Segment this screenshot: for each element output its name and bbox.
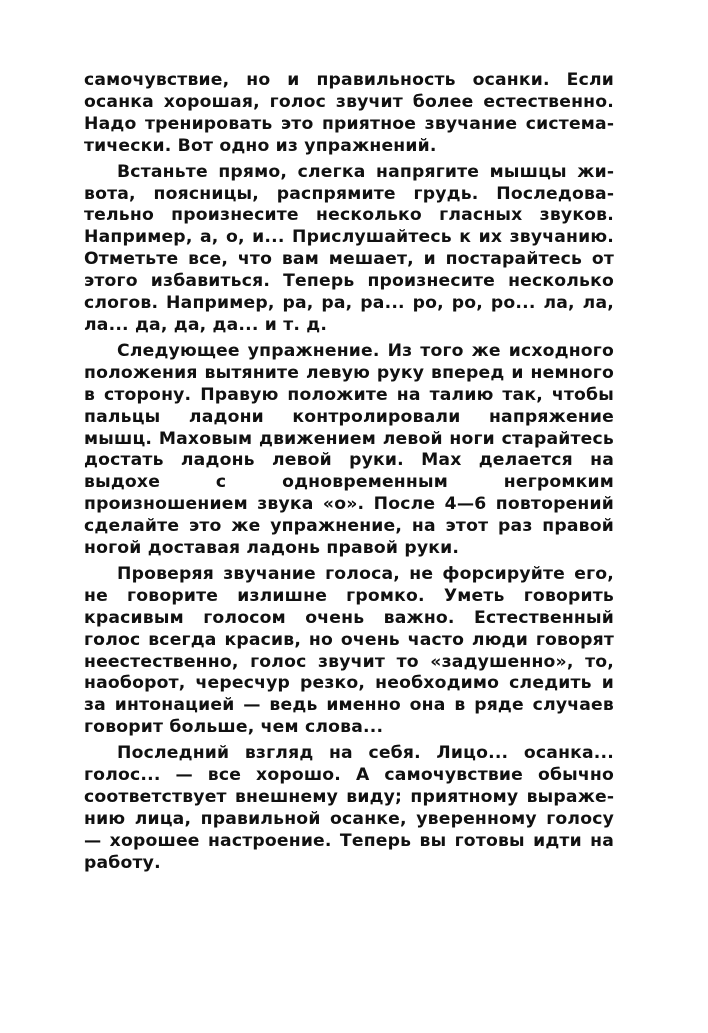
page-text [84, 70, 614, 875]
paragraph-5: Последний взгляд на себя. Лицо... осанка... голос... — все хорошо. А самочувствие обычно соответствует внешнему виду; приятному выражению лица, правильной осанке, уверенному голосу — хорошее настроение. Теперь вы готовы идти на работу. [84, 743, 614, 873]
paragraph-2: Встаньте прямо, слегка напрягите мышцы живота, поясницы, распрямите грудь. Последовательно произнесите несколько гласных звуков. Например, а, о, и... Прислушайтесь к их звучанию. Отметьте все, что вам мешает, и постарайтесь от этого избавиться. Теперь произнесите несколько слогов. Например, ра, ра, ра... ро, ро, ро... ла, ла, ла... да, да, да... и т. д. [84, 161, 614, 335]
paragraph-4: Проверяя звучание голоса, не форсируйте его, не говорите излишне громко. Уметь говорить красивым голосом очень важно. Естественный голос всегда красив, но очень часто люди говорят неестественно, голос звучит то «задушенно», то, наоборот, чересчур резко, необходимо следить и за интонацией — ведь именно она в ряде случаев говорит больше, чем слова... [84, 563, 614, 738]
paragraph-3: Следующее упражнение. Из того же исходного положения вытяните левую руку вперед и немного в сторону. Правую положите на талию так, чтобы пальцы ладони контролировали напряжение мышц. Маховым движением левой ноги старайтесь достать ладонь левой руки. Мах делается на выдохе с одновременным негромким произношением звука «о». После 4—6 повторений сделайте это же упражнение, на этот раз правой ногой доставая ладонь правой руки. [84, 340, 614, 559]
paragraph-1: самочувствие, но и правильность осанки. Если осанка хорошая, голос звучит более естественно. Надо тренировать это приятное звучание систематически. Вот одно из упражнений. [84, 70, 614, 156]
